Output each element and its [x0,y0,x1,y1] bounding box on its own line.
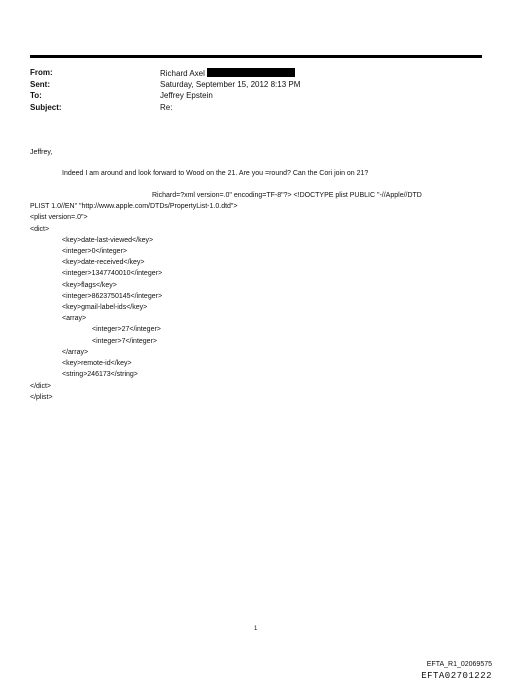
message: Indeed I am around and look forward to Wood on the 21. Are you =round? Can the Cori join on 21? [62,170,369,177]
body-line: PLIST 1.0//EN" "http://www.apple.com/DTDs/PropertyList-1.0.dtd"> [30,203,238,210]
from-name: Richard Axel [160,69,205,78]
redaction-box [207,68,295,77]
body-line: <dict> [30,226,50,233]
header-rule [30,55,482,58]
bates-number-primary: EFTA_R1_02069575 [426,661,492,668]
body-line: <key>remote-id</key> [62,360,132,367]
body-line: </array> [62,349,89,356]
subject-label: Subject: [30,103,62,112]
body-line: <array> [62,315,87,322]
body-line: <key>gmail-label-ids</key> [62,304,148,311]
subject-value: Re: [160,103,173,112]
body-line: <plist version=.0"> [30,214,88,221]
body-line: <integer>27</integer> [92,326,161,333]
page-number: 1 [254,626,258,632]
body-line: Richard=?xml version=.0" encoding=TF-8"?> <!DOCTYPE plist PUBLIC "-//Apple//DTD [152,192,422,199]
body-line: <integer>1347740010</integer> [62,270,163,277]
body-line: <key>date-last-viewed</key> [62,237,154,244]
sent-value: Saturday, September 15, 2012 8:13 PM [160,80,301,89]
body-line: <key>date-received</key> [62,259,145,266]
from-label: From: [30,68,53,77]
greeting: Jeffrey, [30,149,53,156]
body-line: <integer>8623750145</integer> [62,293,163,300]
to-value: Jeffrey Epstein [160,91,213,100]
body-line: <integer>7</integer> [92,338,157,345]
body-line: </dict> [30,383,52,390]
to-label: To: [30,91,42,100]
body-line: <integer>0</integer> [62,248,127,255]
from-value [160,68,295,79]
sent-label: Sent: [30,80,50,89]
body-line: <string>246173</string> [62,371,138,378]
body-line: </plist> [30,394,53,401]
bates-number-secondary: EFTA02701222 [421,671,492,681]
body-line: <key>flags</key> [62,282,117,289]
